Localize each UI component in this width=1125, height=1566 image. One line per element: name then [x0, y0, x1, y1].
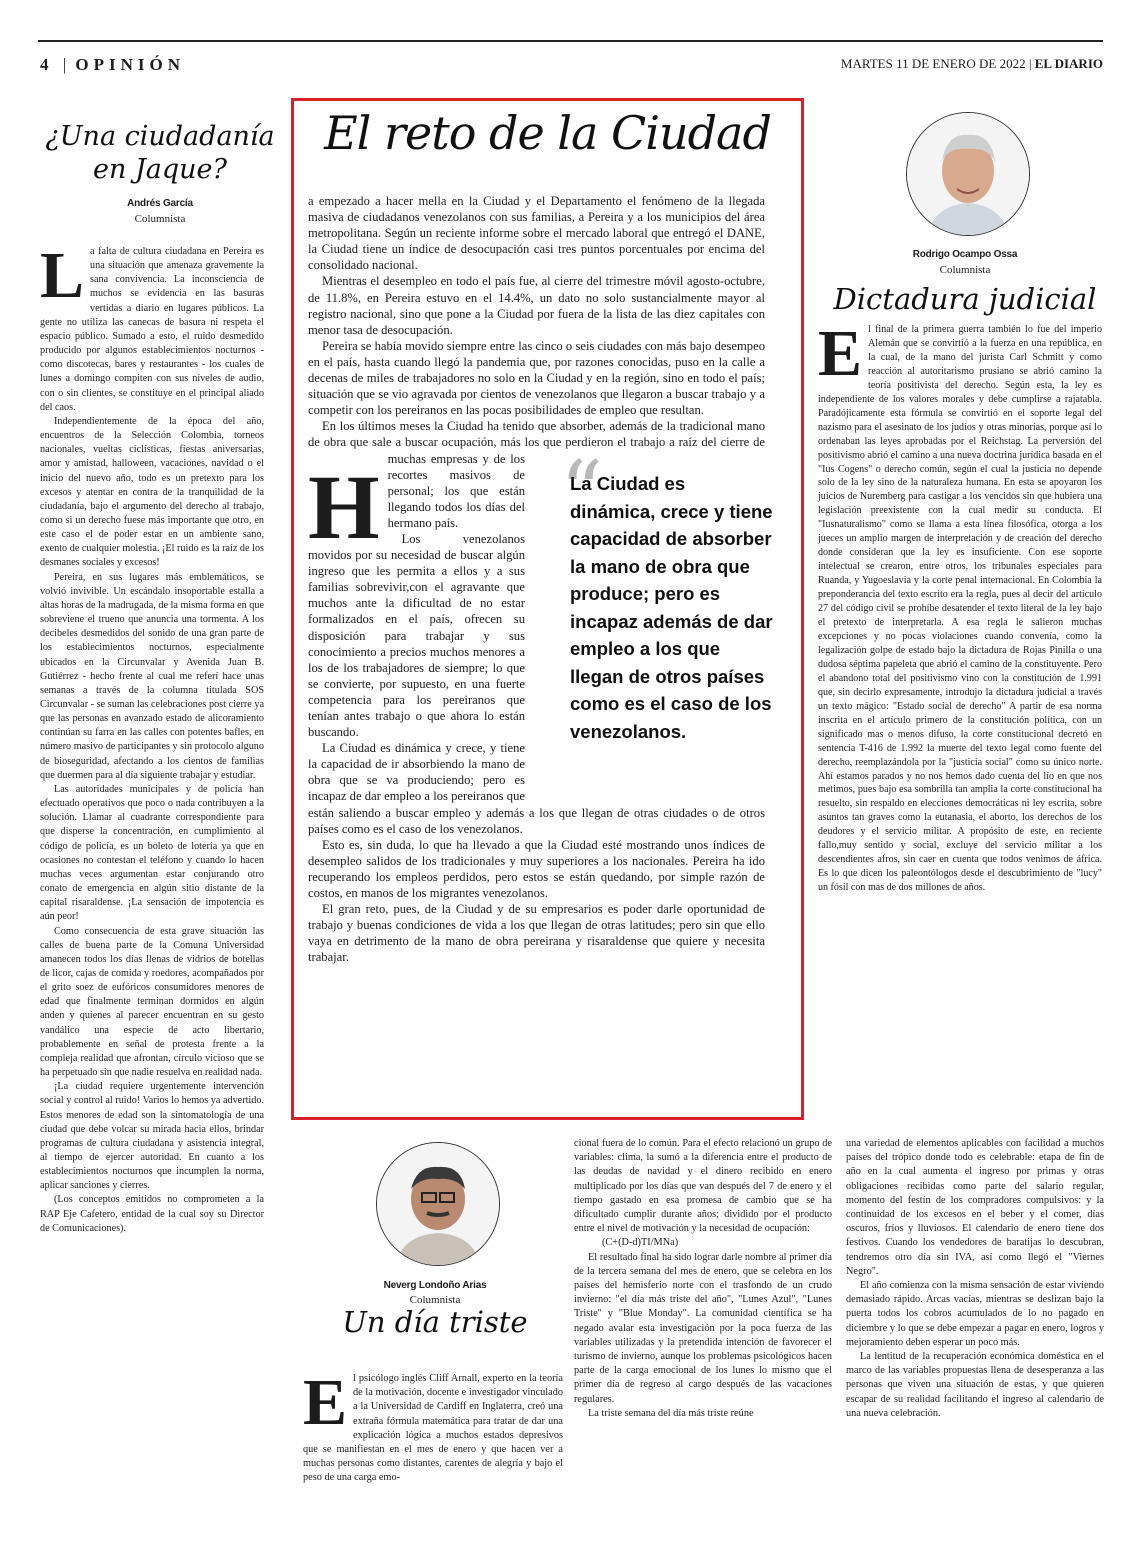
left-title-line2: en Jaque? [93, 154, 227, 185]
left-paragraph: (Los conceptos emitidos no comprometen a la RAP Eje Cafetero, entidad de la cual soy su Director de Comunicaciones). [40, 1194, 264, 1234]
bottom-paragraph: cional fuera de lo común. Para el efecto relacionó un grupo de variables: clima, la sumó a la diferencia entre el producto de las deudas de navidad y el dinero recibido en enero multiplicado por los días que van después del 7 de enero y el tiempo gastado en esa promesa de cambio que se ha dificultado cumplir durante años; dividido por el producto entre el nivel de motivación y la necesidad de ocupación: [574, 1138, 832, 1235]
dropcap: L [40, 239, 85, 312]
editorial-paragraph: Pereira se había movido siempre entre las cinco o seis ciudades con más bajo desempeo en el país, hasta cuando llegó la pandemia que, por razones conocidas, puso en la calle a decenas de miles de trabajadores no solo en la Ciudad y en la región, sino en todo el país; situación que se vio agravada por cientos de venezolanos que llegaron a buscar trabajo y a competir con los pereiranos en las pocas posibilidades de empleo que resultan. [308, 338, 765, 418]
right-article-title: Dictadura judicial [833, 282, 1097, 316]
editorial-paragraph: Esto es, sin duda, lo que ha llevado a que la Ciudad esté mostrando unos índices de desempleo salidos de los tradicionales y muy superiores a los nacionales. Pereira ha ido recuperando los empleos perdidos, pero estos se están quedando, por simple razón de costos, en manos de los migrantes venezolanos. [308, 837, 765, 901]
bottom-paragraph: La triste semana del día más triste reúne [588, 1407, 754, 1419]
left-author: Andrés García [127, 198, 193, 209]
dropcap: E [303, 1366, 348, 1439]
editorial-paragraph: En los últimos meses la Ciudad ha tenido que absorber, además de la tradicional mano de obra que sale a buscar ocupación, más los que perdieron el trabajo a raíz del cierre de muchas empresas y de los recortes masivos de personal; los que están llegando todos los días del hermano país. [308, 419, 765, 530]
header-rule [38, 40, 1103, 42]
bottom-article-title: Un día triste [342, 1305, 528, 1339]
left-paragraph: ¡La ciudad requiere urgentemente intervención social y control al ruido! Varios lo hemos ya advertido. Estos menores de edad son la sintomatología de una ciudad que debe volcar su mirada hacia ellos, brindar programas de cultura ciudadana y asistencia integral, al tiempo de ejercer autoridad. En cuanto a los establecimientos nocturnos que incumplen la norma, aplicar sanciones y cierres. [40, 1081, 264, 1192]
left-paragraph: La falta de cultura ciudadana en Pereira es una situación que amenaza gravemente la sana convivencia. La inconsciencia de muchos se evidencia en las basuras vertidas a diario en lugares públicos. La gente no utiliza las canecas de basura ni respeta el espacio público. Sumado a esto, el ruido desmedido producido por algunos establecimientos nocturnos - como discotecas, bares y restaurantes - los cuales de lunes a domingo compiten con sus niveles de audio, con o sin clientes, se constituye en el principal aliado del caos. [40, 239, 264, 413]
pullquote: La Ciudad es dinámica, crece y tiene capacidad de absorber la mano de obra que produce; pero es incapaz además de dar empleo a los que llegan de otros países como es el caso de los venezolanos. [570, 473, 773, 742]
bottom-col3 [846, 1137, 1104, 1421]
bottom-col1 [303, 1366, 563, 1486]
bottom-paragraph: La lentitud de la recuperación económica doméstica en el marco de las variables propuestas llena de desesperanza a las personas que viven una situación de estas, y que quieren escapar de su realidad facilitando el ingreso al calendario de una nueva celebración. [846, 1351, 1104, 1419]
bottom-author: Neverg Londoño Arias [383, 1280, 487, 1291]
right-paragraph: El final de la primera guerra también lo fue del imperio Alemán que se convirtió a la fuerza en una república, en la cual, de la mano del jurista Carl Schmitt y como reacción al autoritarismo prusiano se abrió camino la teoría positivista del derecho. Según esta, la ley es independiente de los valores morales y debe cumplirse a rajatabla. Paradójicamente esta fórmula se convirtió en el soporte legal del nazismo para el asesinato de los judíos y otras minorías, porque así lo ordenaban las leyes aprobadas por el Reichstag. La perversión del positivismo abrió el camino a una nueva doctrina jurídica basada en el "Ius Cogens" o derecho común, según el cual la justicia no depende solo de la ley sino de la naturaleza humana. En esta se apoyaron los juicios de Nuremberg para castigar a los vencidos sin que hubiera una legislación preexistente con la cual medir su conducta. El "Iusnaturalismo" como se llama a esta línea filosófica, otorga a los jueces un amplio margen de interpretación y de creación del derecho donde consideran que la ley es insuficiente. Con ese soporte intelectual se crearon, entre otros, los tribunales especiales para Ruanda, y Yugoeslavia y la corte penal internacional. En Colombia la preponderancia del texto escrito era la regla, pues al decir del artículo 27 del código civil se prohíbe desatender el texto literal de la ley bajo el pretexto de interpretarla. A esa regla le salieron muchas excepciones y no pocas violaciones cuando convenía, como la legalización golpe de estado bajo la dictadura de Rojas Pinilla o una dudosa séptima papeleta que abrió el camino de la constituyente. Pero el abandono total del positivismo vino con la constitución de 1.991 que, sin decirlo expresamente, introdujo la dictadura judicial a través un texto mágico: "Estado social de derecho" A partir de esa norma inscrita en el artículo primero de la constitución política, con un significado mas o menos difuso, la corte constitucional decretó en sentencia T-416 de 1.992 la muerte del texto legal como fuente del derecho, reemplazándola por la "justicia social" como su único norte. Ahí estamos parados y no nos hemos dado cuenta del lío en que nos metimos, pues bajo esa sombrilla tan amplia la corte constitucional ha resuelto, sin respaldo en elecciones democráticas ni ley escrita, sobre asuntos tan graves como la eutanasia, el aborto, los derechos de los deudores y el servicio militar. A propósito de este, en reciente fallo,muy sentido y social, excluye del servicio militar a los descendientes afros, sin caer en cuenta que todos venimos de áfrica. Es lo que dicen los paleontólogos desde el descubrimiento de "lucy" un fósil con mas de dos millones de años. [818, 317, 1102, 894]
left-paragraph: Las autoridades municipales y de policía han efectuado operativos que poco o nada contribuyen a la solución. Llamar al cuadrante correspondiente para que disperse la concentración, en cumplimiento al código de policía, es un boleto de lotería ya que en ocasiones no contestan el teléfono y cuando lo hacen muchas veces argumentan estar conjurando otro conato de emergencia en algún sitio distante de la capital risaraldense. ¡La sensación de impotencia es aún peor! [40, 783, 264, 923]
editorial-title: El reto de la Ciudad [324, 106, 771, 160]
issue-date: MARTES 11 DE ENERO DE 2022 | EL DIARIO [840, 56, 1103, 71]
left-article-body [40, 239, 264, 1236]
left-paragraph: Como consecuencia de esta grave situación las calles de buena parte de la Comuna Universidad amanecen todos los días llenas de vidrios de botellas de licor, cajas de comida y roedores, acompañados por el grito soez de eufóricos consumidores menores de edad que finalmente terminan dormidos en algún anden y quienes al parecer encuentran en su gesto vandálico una especie de acto libertario, probablemente en señal de protesta frente a la compleja realidad que afrontan, círculo vicioso que se ha perpetuado sin que nadie resuelva en realidad nada. [40, 925, 264, 1079]
bottom-paragraph: El psicólogo inglés Cliff Arnall, experto en la teoría de la motivación, docente e investigador vinculado a la Universidad de Cardiff en Inglaterra, creó una extraña fórmula matemática para tratar de dar una explicación lógica a muchos estados depresivos que se manifiestan en el mes de enero y que hacen ver a muchas personas como distantes, carentes de alegría y bajo el peso de una carga emo- [303, 1366, 563, 1484]
right-author: Rodrigo Ocampo Ossa [912, 249, 1018, 260]
newspaper-name: EL DIARIO [1034, 56, 1103, 71]
dropcap: H [308, 456, 380, 558]
left-paragraph: Pereira, en sus lugares más emblemáticos, se volvió invivible. Un escándalo insoportable estalla a altas horas de la madrugada, de la misma forma en que sobreviene el trueno que anuncia una tormenta. A los decibeles desmedidos del sonido de una gran parte de los establecimientos nocturnos, especialmente ubicados en la Circunvalar y Avenida Juan B. Gutiérrez - hecho frente al cual me referí hace unas semanas a través de la columna titulada SOS Circunvalar - se suman las celebraciones post cierre ya que las personas en avanzado estado de alicoramiento continúan su farra en las calles con potentes bafles, en número masivo de participantes y sin protocolo alguno de bioseguridad, afectando a los cientos de familias que duermen para al día siguiente trabajar y estudiar. [40, 571, 264, 781]
right-role: Columnista [939, 264, 991, 276]
author-photo-rodrigo [906, 112, 1030, 236]
formula: (C+(D-d)TI/MNa) [602, 1237, 679, 1249]
left-title-line1: ¿Una ciudadanía [45, 121, 275, 152]
portrait-icon [907, 113, 1029, 235]
left-role: Columnista [134, 213, 186, 225]
editorial-paragraph: H a empezado a hacer mella en la Ciudad y el Departamento el fenómeno de la llegada masiva de ciudadanos venezolanos con sus familias, a Pereira y a los municipios del área metropolitana. Según un reciente informe sobre el mercado laboral que entregó el DANE, la Ciudad tiene un índice de desocupación casi tres puntos porcentuales por encima del consolidado nacional. [308, 194, 765, 558]
dropcap: E [818, 317, 863, 390]
quote-mark-icon: “ [560, 443, 603, 541]
left-article-title [40, 120, 280, 186]
section-header: 4 | OPINIÓN [40, 55, 186, 74]
bottom-paragraph: El resultado final ha sido lograr darle nombre al primer día de la tercera semana del mes de enero, que se celebra en los países del hemisferio norte con el trasfondo de un crudo invierno: "el día más triste del año", "Lunes Azul", "Lunes Triste" y "Blue Monday". La comunidad científica se ha negado avalar esta investigación por la poca fuerza de las variables utilizadas y la pretendida intención de favorecer el turismo de invierno, aunque los problemas psicológicos hacen parte de la carga emocional de los lunes lo mismo que el primer día de regreso al cargo después de las vacaciones regulares. [574, 1251, 832, 1405]
bottom-role: Columnista [409, 1294, 461, 1306]
portrait-icon [377, 1143, 499, 1265]
page-number: 4 [40, 55, 54, 74]
section-name: OPINIÓN [75, 55, 186, 74]
bottom-col2 [574, 1137, 832, 1421]
editorial-paragraph: El gran reto, pues, de la Ciudad y de su empresarios es poder darle oportunidad de trabajo y buenas condiciones de vida a los que llegan de otras latitudes; pero sin que ello vaya en detrimento de la mano de obra pereirana y risaraldense que quiere y necesita trabajar. [308, 902, 765, 965]
bottom-paragraph: una variedad de elementos aplicables con facilidad a muchos países del trópico donde todo es celebrable: etapa de fin de año en la cual aumenta el ingreso por primas y otras obligaciones recibidas como parte del salario regular, momento del festín de los compradores compulsivos: y la continuidad de los excesos en el beber y el comer, días oscuros, fríos y lluviosos. El calendario de enero tiene dos festivos. Cuando los vendedores de baratijas lo descubran, tendremos otro día sin IVA, así como llegó el "Viernes Negro". [846, 1138, 1104, 1277]
left-paragraph: Independientemente de la época del año, encuentros de la Selección Colombia, torneos nacionales, vueltas ciclísticas, fiestas aniversarias, amor y amistad, halloween, vacaciones, navidad o el inicio del nuevo año, todo es un pretexto para los excesos y atentar en contra de la tranquilidad de la ciudadanía, bajo el argumento del derecho al trabajo, como si un derecho fuese más importante que otro, en este caso el de poder estar en un ambiente sano, exento de cualquier molestia. ¡El ruido es la raíz de los desmanes sociales y excesos! [40, 415, 264, 569]
right-article-body [818, 317, 1102, 895]
date-text: MARTES 11 DE ENERO DE 2022 [840, 56, 1026, 71]
author-photo-neverg [376, 1142, 500, 1266]
bottom-paragraph: El año comienza con la misma sensación de estar viviendo demasiado rápido. Arcas vacías, mientras se deslizan bajo la puerta todos los cobros acumulados de lo no pagado en diciembre y lo que se debe empezar a pagar en enero, logros y mejoramiento deben esperar un poco más. [846, 1280, 1104, 1348]
editorial-paragraph: Mientras el desempleo en todo el país fue, al cierre del trimestre móvil agosto-octubre, de 11.8%, en Pereira estuvo en el 14.4%, un dato no solo sustancialmente mayor al registro nacional, sino que pone a la Ciudad por fuera de la lista de las diez capitales con menor tasa de desocupación. [308, 274, 765, 337]
editorial-paragraph: Los venezolanos movidos por su necesidad de buscar algún ingreso que les permita a ellos y a sus familias sobrevivir,con el agravante que muchos ante la dificultad de no estar formalizados en el país, ofrecen su disposición para trabajar y sus conocimiento a precios muchos menores a los de los trabajadores de siempre; lo que se convierte, por supuesto, en una fuerte competencia para los pereiranos que tenían antes trabajo o que ahora lo están buscando. [308, 531, 525, 740]
editorial-paragraph: La Ciudad es dinámica y crece, y tiene la capacidad de ir absorbiendo la mano de obra que se va produciendo; pero es incapaz de dar empleo a los pereiranos que están saliendo a buscar empleo y además a los que llegan de otras ciudades o de otros países como es el caso de los venezolanos. [308, 741, 765, 836]
